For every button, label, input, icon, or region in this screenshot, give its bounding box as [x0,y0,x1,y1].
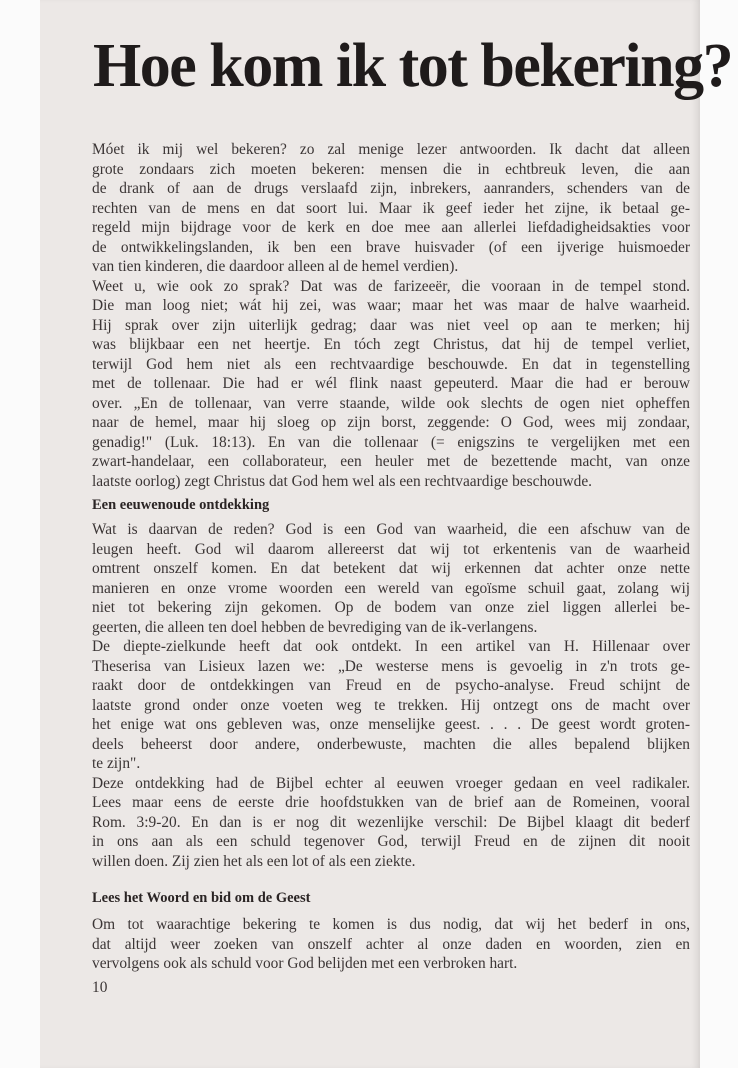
text-line: willen doen. Zij zien het als een lot of als een ziekte. [92,852,416,870]
text-line: naar de hemel, maar hij sloeg op zijn borst, zeggende: O God, wees mij zondaar, [92,414,690,431]
text-line: in ons aan als een schuld tegenover God, terwijl Freud en de zijnen dit nooit [92,833,690,850]
text-line: Wat is daarvan de reden? God is een God van waarheid, die een afschuw van de [92,521,690,538]
text-line: van tien kinderen, die daardoor alleen al de hemel verdien). [92,258,459,275]
text-line: terwijl God hem niet als een rechtvaardige beschouwde. En dat in tegenstelling [92,355,690,373]
text-line: leugen heeft. God wil daarom allereerst dat wij tot erkentenis van de waarheid [92,540,690,558]
text-line: over. „En de tollenaar, van verre staande, wilde ook slechts de ogen niet opheffen [92,394,690,412]
text-line: grote zondaars zich moeten bekeren: mensen die in echtbreuk leven, die aan [92,160,690,178]
text-line: omtrent onszelf komen. En dat betekent dat wij erkennen dat achter onze nette [92,560,690,577]
paragraph [92,520,690,637]
text-line: Theserisa van Lisieux lazen we: „De westerse mens is gevoelig in z'n trots ge- [92,657,690,675]
text-line: de drank of aan de drugs verslaafd zijn, inbrekers, aanranders, schenders van de [92,180,690,197]
text-line: zwart-handelaar, een collaborateur, een heuler met de bezettende macht, van onze [92,453,690,470]
paragraph [92,140,690,277]
paragraph [92,277,690,492]
section-lees-het-woord [92,915,690,974]
text-line: rechten van de mens en dat soort lui. Maar ik geef ieder het zijne, ik betaal ge- [92,199,690,217]
text-line: was blijkbaar een net heertje. En tóch zegt Christus, dat hij de tempel verliet, [92,336,690,353]
text-line: laatste oorlog) zegt Christus dat God hem wel als een rechtvaardige beschouwde. [92,472,593,490]
text-line: met de tollenaar. Die had er wél flink naast gepeuterd. Maar die had er berouw [92,375,690,392]
text-line: Lees maar eens de eerste drie hoofdstukken van de brief aan de Romeinen, vooral [92,794,690,811]
text-line: raakt door de ontdekkingen van Freud en de psycho-analyse. Freud schijnt de [92,677,690,694]
text-line: Deze ontdekking had de Bijbel echter al eeuwen vroeger gedaan en veel radikaler. [92,774,690,792]
text-line: Hij sprak over zijn uiterlijk gedrag; daar was niet veel op aan te merken; hij [92,316,690,334]
text-line: geerten, die alleen ten doel hebben de bevrediging van de ik-verlangens. [92,618,538,636]
text-line: niet tot bekering zijn gekomen. Op de bodem van onze ziel liggen allerlei be- [92,599,690,616]
text-line: deels beheerst door andere, onderbewuste, machten die alles bepalend blijken [92,735,690,753]
page-title: Hoe kom ik tot bekering? [93,32,733,100]
text-line: vervolgens ook als schuld voor God belijden met een verbroken hart. [92,955,518,972]
text-line: dat altijd weer zoeken van onszelf achter al onze daden en woorden, zien en [92,935,690,953]
text-line: manieren en onze vrome woorden een wereld van egoïsme schuil gaat, zolang wij [92,579,690,597]
section-heading: Een eeuwenoude ontdekking [92,497,270,513]
section-intro [92,140,690,491]
paragraph [92,915,690,974]
text-line: genadig!" (Luk. 18:13). En van die tollenaar (= enigszins te vergelijken met een [92,433,690,451]
text-line: de ontwikkelingslanden, ik ben een brave huisvader (of een ijverige huismoeder [92,238,690,256]
text-line: De diepte-zielkunde heeft dat ook ontdekt. In een artikel van H. Hillenaar over [92,638,690,655]
text-line: Weet u, wie ook zo sprak? Dat was de farizeeër, die vooraan in de tempel stond. [92,277,690,295]
text-line: Rom. 3:9-20. En dan is er nog dit wezenlijke verschil: De Bijbel klaagt dit bederf [92,813,690,831]
text-line: regeld mijn bijdrage voor de kerk en doe mee aan allerlei liefdadigheidsakties voor [92,219,690,236]
section-eeuwenoude-ontdekking [92,520,690,871]
paragraph [92,774,690,872]
text-line: Om tot waarachtige bekering te komen is dus nodig, dat wij het bederf in ons, [92,916,690,933]
text-line: te zijn". [92,755,141,772]
text-line: laatste grond onder onze voeten weg te trekken. Hij ontzegt ons de macht over [92,696,690,714]
text-line: Móet ik mij wel bekeren? zo zal menige lezer antwoorden. Ik dacht dat alleen [92,141,690,158]
text-line: Die man loog niet; wát hij zei, was waar; maar het was maar de halve waarheid. [92,297,690,314]
text-line: het enige wat ons gebleven was, onze menselijke geest. . . . De geest wordt groten- [92,716,690,733]
section-heading: Lees het Woord en bid om de Geest [92,890,311,906]
paragraph [92,637,690,774]
page-number: 10 [92,979,108,996]
